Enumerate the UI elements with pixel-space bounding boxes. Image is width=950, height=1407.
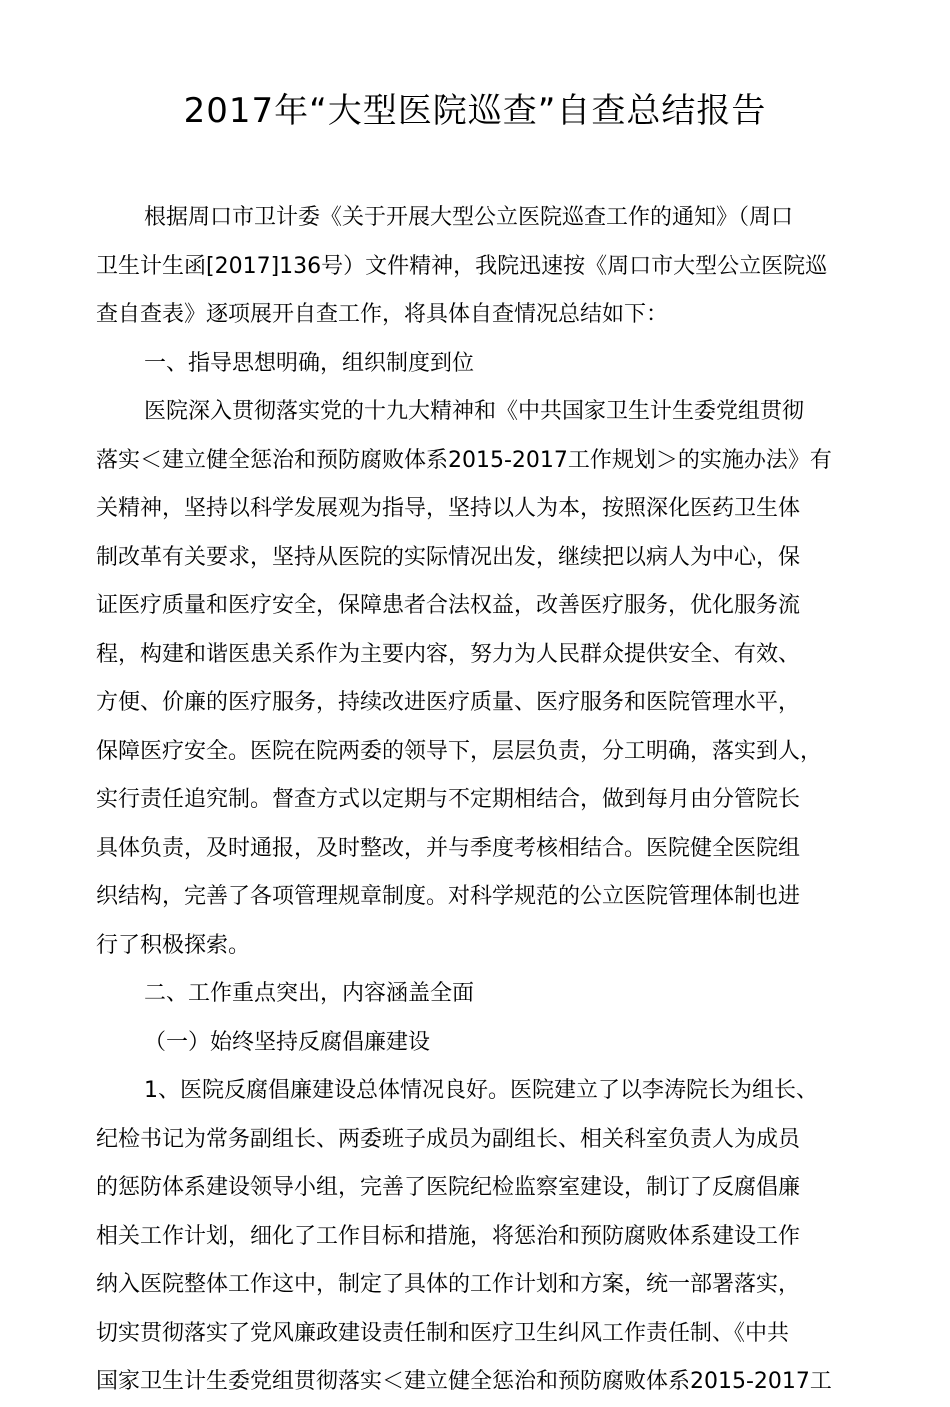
body-line: 落实＜建立健全惩治和预防腐败体系2015-2017工作规划＞的实施办法》有: [96, 447, 832, 473]
body-line: 行了积极探索。: [96, 932, 251, 958]
body-line: 相关工作计划，细化了工作目标和措施，将惩治和预防腐败体系建设工作: [96, 1223, 801, 1249]
body-line: 医院深入贯彻落实党的十九大精神和《中共国家卫生计生委党组贯彻: [144, 399, 805, 424]
body-line: 实行责任追究制。督查方式以定期与不定期相结合，做到每月由分管院长: [96, 787, 801, 812]
body-line: 关精神，坚持以科学发展观为指导，坚持以人为本，按照深化医药卫生体: [96, 496, 801, 521]
body-line: 二、工作重点突出，内容涵盖全面: [144, 981, 475, 1006]
body-line: 方便、价廉的医疗服务，持续改进医疗质量、医疗服务和医院管理水平，: [96, 690, 801, 715]
document-title: 2017年“大型医院巡查”自查总结报告: [183, 91, 767, 131]
body-line: 证医疗质量和医疗安全，保障患者合法权益，改善医疗服务，优化服务流: [96, 593, 801, 618]
body-line: 制改革有关要求，坚持从医院的实际情况出发，继续把以病人为中心，保: [96, 544, 801, 570]
body-line: 一、指导思想明确，组织制度到位: [144, 350, 475, 376]
body-line: 1、医院反腐倡廉建设总体情况良好。医院建立了以李涛院长为组长、: [144, 1078, 818, 1103]
body-line: 国家卫生计生委党组贯彻落实＜建立健全惩治和预防腐败体系2015-2017工: [96, 1369, 832, 1394]
body-line: 纪检书记为常务副组长、两委班子成员为副组长、相关科室负责人为成员: [96, 1126, 801, 1152]
body-line: 根据周口市卫计委《关于开展大型公立医院巡查工作的通知》（周口: [144, 205, 794, 230]
body-line: 具体负责，及时通报，及时整改，并与季度考核相结合。医院健全医院组: [96, 835, 801, 861]
body-line: 切实贯彻落实了党风廉政建设责任制和医疗卫生纠风工作责任制、《中共: [96, 1320, 790, 1346]
body-line: （一）始终坚持反腐倡廉建设: [144, 1029, 431, 1055]
body-line: 程，构建和谐医患关系作为主要内容，努力为人民群众提供安全、有效、: [96, 641, 801, 667]
body-line: 的惩防体系建设领导小组，完善了医院纪检监察室建设，制订了反腐倡廉: [96, 1175, 801, 1200]
body-line: 织结构，完善了各项管理规章制度。对科学规范的公立医院管理体制也进: [96, 884, 801, 909]
body-line: 纳入医院整体工作这中，制定了具体的工作计划和方案，统一部署落实，: [96, 1272, 801, 1297]
body-line: 保障医疗安全。医院在院两委的领导下，层层负责，分工明确，落实到人，: [96, 738, 823, 764]
document-body: [96, 194, 868, 1407]
body-line: 查自查表》逐项展开自查工作，将具体自查情况总结如下：: [96, 302, 669, 327]
body-line: 卫生计生函[2017]136号）文件精神，我院迅速按《周口市大型公立医院巡: [96, 253, 828, 279]
